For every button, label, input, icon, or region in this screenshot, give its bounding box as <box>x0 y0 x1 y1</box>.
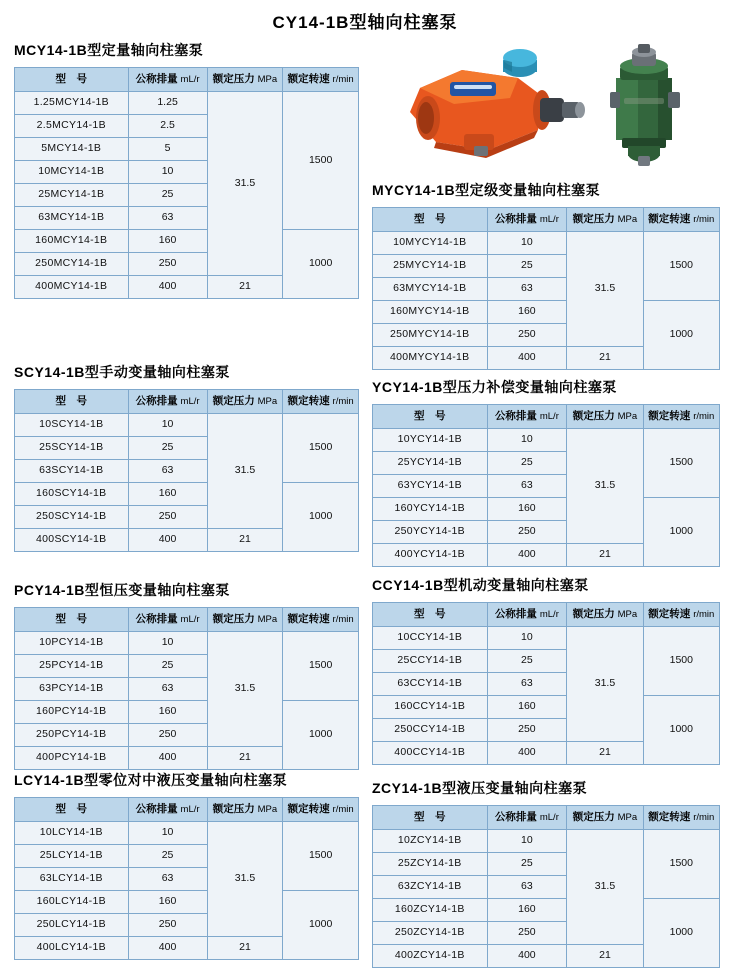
cell-model: 25MCY14-1B <box>15 184 129 207</box>
cell-model: 63ZCY14-1B <box>373 876 488 899</box>
cell-displacement: 160 <box>128 701 207 724</box>
axial-piston-pump-green <box>610 44 680 166</box>
cell-displacement: 10 <box>487 232 567 255</box>
cell-displacement: 250 <box>487 521 567 544</box>
cell-speed: 1000 <box>283 230 359 299</box>
cell-speed: 1000 <box>643 696 719 765</box>
spec-table-ycy <box>372 404 720 567</box>
cell-displacement: 25 <box>128 437 207 460</box>
section-title-lcy: LCY14-1B型零位对中液压变量轴向柱塞泵 <box>14 772 288 788</box>
cell-model: 63YCY14-1B <box>373 475 488 498</box>
cell-displacement: 250 <box>128 914 207 937</box>
cell-displacement: 400 <box>128 276 207 299</box>
col-displacement: 公称排量 mL/r <box>128 390 207 414</box>
cell-pressure: 21 <box>567 742 643 765</box>
cell-displacement: 400 <box>487 742 567 765</box>
cell-model: 160PCY14-1B <box>15 701 129 724</box>
cell-displacement: 400 <box>487 347 567 370</box>
table-row <box>15 891 359 914</box>
table-body <box>15 414 359 552</box>
col-model: 型 号 <box>15 390 129 414</box>
table-row <box>373 627 720 650</box>
cell-speed: 1500 <box>643 830 719 899</box>
col-speed: 额定转速 r/min <box>283 68 359 92</box>
col-speed: 额定转速 r/min <box>643 806 719 830</box>
cell-displacement: 25 <box>128 845 207 868</box>
cell-displacement: 25 <box>128 655 207 678</box>
cell-displacement: 25 <box>487 452 567 475</box>
cell-pressure: 31.5 <box>567 830 643 945</box>
cell-pressure: 21 <box>567 544 643 567</box>
cell-model: 2.5MCY14-1B <box>15 115 129 138</box>
cell-model: 10CCY14-1B <box>373 627 488 650</box>
cell-displacement: 250 <box>487 922 567 945</box>
cell-pressure: 31.5 <box>207 632 283 747</box>
table-header <box>15 390 359 414</box>
cell-displacement: 63 <box>128 207 207 230</box>
cell-model: 63MCY14-1B <box>15 207 129 230</box>
table-header <box>373 208 720 232</box>
table-row <box>15 632 359 655</box>
cell-displacement: 63 <box>487 475 567 498</box>
col-model: 型 号 <box>373 603 488 627</box>
table-row <box>15 483 359 506</box>
cell-displacement: 63 <box>487 278 567 301</box>
cell-model: 10SCY14-1B <box>15 414 129 437</box>
col-speed: 额定转速 r/min <box>643 405 719 429</box>
section-mycy <box>372 180 720 370</box>
cell-model: 250CCY14-1B <box>373 719 488 742</box>
table-row <box>15 92 359 115</box>
col-displacement: 公称排量 mL/r <box>128 798 207 822</box>
table-body <box>15 632 359 770</box>
cell-model: 63CCY14-1B <box>373 673 488 696</box>
table-row <box>15 230 359 253</box>
table-body <box>373 830 720 968</box>
col-model: 型 号 <box>373 208 488 232</box>
cell-model: 10YCY14-1B <box>373 429 488 452</box>
cell-model: 160LCY14-1B <box>15 891 129 914</box>
col-pressure: 额定压力 MPa <box>567 603 643 627</box>
cell-displacement: 250 <box>128 724 207 747</box>
cell-speed: 1500 <box>643 627 719 696</box>
cell-speed: 1000 <box>283 701 359 770</box>
col-pressure: 额定压力 MPa <box>207 608 283 632</box>
cell-displacement: 400 <box>487 544 567 567</box>
cell-displacement: 400 <box>128 937 207 960</box>
cell-displacement: 160 <box>487 696 567 719</box>
spec-table-pcy <box>14 607 359 770</box>
col-pressure: 额定压力 MPa <box>567 806 643 830</box>
cell-speed: 1500 <box>283 822 359 891</box>
table-row <box>373 830 720 853</box>
cell-displacement: 63 <box>128 460 207 483</box>
spec-table-mcy <box>14 67 359 299</box>
col-model: 型 号 <box>15 68 129 92</box>
cell-model: 160ZCY14-1B <box>373 899 488 922</box>
col-model: 型 号 <box>15 608 129 632</box>
cell-displacement: 5 <box>128 138 207 161</box>
cell-model: 10LCY14-1B <box>15 822 129 845</box>
col-speed: 额定转速 r/min <box>283 798 359 822</box>
cell-model: 25CCY14-1B <box>373 650 488 673</box>
cell-speed: 1000 <box>643 498 719 567</box>
table-row <box>373 429 720 452</box>
col-speed: 额定转速 r/min <box>283 390 359 414</box>
cell-displacement: 160 <box>487 899 567 922</box>
section-title-pcy: PCY14-1B型恒压变量轴向柱塞泵 <box>14 582 230 598</box>
cell-speed: 1500 <box>283 414 359 483</box>
col-model: 型 号 <box>15 798 129 822</box>
col-displacement: 公称排量 mL/r <box>487 405 567 429</box>
cell-displacement: 10 <box>487 627 567 650</box>
col-model: 型 号 <box>373 806 488 830</box>
section-ycy <box>372 377 720 567</box>
cell-displacement: 63 <box>128 678 207 701</box>
table-row <box>15 414 359 437</box>
cell-speed: 1000 <box>643 899 719 968</box>
cell-model: 25PCY14-1B <box>15 655 129 678</box>
table-body <box>373 232 720 370</box>
cell-displacement: 160 <box>128 891 207 914</box>
table-row <box>373 232 720 255</box>
col-displacement: 公称排量 mL/r <box>487 208 567 232</box>
cell-displacement: 10 <box>128 632 207 655</box>
col-displacement: 公称排量 mL/r <box>487 603 567 627</box>
cell-displacement: 25 <box>128 184 207 207</box>
cell-model: 25SCY14-1B <box>15 437 129 460</box>
table-header <box>373 806 720 830</box>
cell-model: 250YCY14-1B <box>373 521 488 544</box>
cell-speed: 1500 <box>283 632 359 701</box>
col-speed: 额定转速 r/min <box>643 208 719 232</box>
table-header <box>373 603 720 627</box>
cell-model: 160MYCY14-1B <box>373 301 488 324</box>
cell-model: 25MYCY14-1B <box>373 255 488 278</box>
section-title-scy: SCY14-1B型手动变量轴向柱塞泵 <box>14 364 230 380</box>
cell-model: 250LCY14-1B <box>15 914 129 937</box>
section-ccy <box>372 575 720 765</box>
section-title-ccy: CCY14-1B型机动变量轴向柱塞泵 <box>372 577 589 593</box>
col-pressure: 额定压力 MPa <box>567 405 643 429</box>
cell-displacement: 10 <box>128 822 207 845</box>
cell-model: 250ZCY14-1B <box>373 922 488 945</box>
cell-displacement: 1.25 <box>128 92 207 115</box>
cell-speed: 1000 <box>643 301 719 370</box>
cell-displacement: 25 <box>487 853 567 876</box>
section-zcy <box>372 778 720 968</box>
cell-displacement: 160 <box>487 498 567 521</box>
cell-model: 400LCY14-1B <box>15 937 129 960</box>
cell-model: 63MYCY14-1B <box>373 278 488 301</box>
table-row <box>373 301 720 324</box>
table-row <box>15 822 359 845</box>
spec-table-scy <box>14 389 359 552</box>
cell-model: 10MCY14-1B <box>15 161 129 184</box>
cell-pressure: 31.5 <box>207 414 283 529</box>
col-speed: 额定转速 r/min <box>283 608 359 632</box>
cell-pressure: 31.5 <box>567 232 643 347</box>
cell-speed: 1500 <box>283 92 359 230</box>
cell-model: 250MCY14-1B <box>15 253 129 276</box>
table-body <box>373 627 720 765</box>
cell-displacement: 160 <box>487 301 567 324</box>
section-mcy <box>14 40 359 299</box>
cell-model: 1.25MCY14-1B <box>15 92 129 115</box>
cell-displacement: 250 <box>128 506 207 529</box>
cell-displacement: 250 <box>487 324 567 347</box>
col-speed: 额定转速 r/min <box>643 603 719 627</box>
col-model: 型 号 <box>373 405 488 429</box>
cell-model: 10ZCY14-1B <box>373 830 488 853</box>
table-body <box>15 92 359 299</box>
cell-displacement: 10 <box>487 830 567 853</box>
cell-pressure: 31.5 <box>567 627 643 742</box>
cell-model: 10MYCY14-1B <box>373 232 488 255</box>
cell-displacement: 63 <box>487 876 567 899</box>
cell-displacement: 160 <box>128 230 207 253</box>
col-pressure: 额定压力 MPa <box>207 798 283 822</box>
section-lcy <box>14 770 359 960</box>
cell-model: 10PCY14-1B <box>15 632 129 655</box>
col-displacement: 公称排量 mL/r <box>128 608 207 632</box>
table-row <box>373 899 720 922</box>
cell-pressure: 31.5 <box>207 822 283 937</box>
cell-model: 400SCY14-1B <box>15 529 129 552</box>
cell-pressure: 21 <box>207 529 283 552</box>
cell-pressure: 21 <box>567 347 643 370</box>
cell-displacement: 63 <box>128 868 207 891</box>
table-body <box>15 822 359 960</box>
cell-model: 400CCY14-1B <box>373 742 488 765</box>
cell-pressure: 21 <box>207 276 283 299</box>
section-title-mcy: MCY14-1B型定量轴向柱塞泵 <box>14 42 204 58</box>
cell-displacement: 25 <box>487 650 567 673</box>
spec-table-ccy <box>372 602 720 765</box>
cell-model: 63SCY14-1B <box>15 460 129 483</box>
cell-displacement: 25 <box>487 255 567 278</box>
table-row <box>15 701 359 724</box>
cell-displacement: 250 <box>128 253 207 276</box>
col-pressure: 额定压力 MPa <box>567 208 643 232</box>
cell-displacement: 2.5 <box>128 115 207 138</box>
cell-pressure: 21 <box>207 747 283 770</box>
cell-model: 25ZCY14-1B <box>373 853 488 876</box>
table-body <box>373 429 720 567</box>
cell-displacement: 400 <box>487 945 567 968</box>
cell-model: 400PCY14-1B <box>15 747 129 770</box>
section-title-zcy: ZCY14-1B型液压变量轴向柱塞泵 <box>372 780 588 796</box>
cell-speed: 1000 <box>283 891 359 960</box>
product-photo-group <box>392 38 722 178</box>
cell-displacement: 10 <box>487 429 567 452</box>
cell-model: 160CCY14-1B <box>373 696 488 719</box>
cell-model: 250SCY14-1B <box>15 506 129 529</box>
pump-illustration <box>392 38 722 178</box>
col-displacement: 公称排量 mL/r <box>128 68 207 92</box>
cell-displacement: 160 <box>128 483 207 506</box>
cell-model: 160YCY14-1B <box>373 498 488 521</box>
col-pressure: 额定压力 MPa <box>207 390 283 414</box>
section-pcy <box>14 580 359 770</box>
table-header <box>15 608 359 632</box>
cell-model: 400ZCY14-1B <box>373 945 488 968</box>
cell-displacement: 10 <box>128 414 207 437</box>
cell-model: 25LCY14-1B <box>15 845 129 868</box>
page-title: CY14-1B型轴向柱塞泵 <box>272 13 458 32</box>
table-header <box>373 405 720 429</box>
cell-pressure: 21 <box>207 937 283 960</box>
cell-pressure: 21 <box>567 945 643 968</box>
section-scy <box>14 362 359 552</box>
cell-model: 160SCY14-1B <box>15 483 129 506</box>
cell-model: 25YCY14-1B <box>373 452 488 475</box>
table-header <box>15 798 359 822</box>
spec-table-zcy <box>372 805 720 968</box>
cell-model: 160MCY14-1B <box>15 230 129 253</box>
cell-model: 250MYCY14-1B <box>373 324 488 347</box>
cell-displacement: 400 <box>128 529 207 552</box>
cell-speed: 1500 <box>643 232 719 301</box>
table-row <box>373 498 720 521</box>
axial-piston-pump-orange <box>410 49 585 158</box>
cell-model: 63PCY14-1B <box>15 678 129 701</box>
spec-table-mycy <box>372 207 720 370</box>
cell-displacement: 250 <box>487 719 567 742</box>
col-pressure: 额定压力 MPa <box>207 68 283 92</box>
col-displacement: 公称排量 mL/r <box>487 806 567 830</box>
cell-model: 5MCY14-1B <box>15 138 129 161</box>
cell-speed: 1000 <box>283 483 359 552</box>
cell-speed: 1500 <box>643 429 719 498</box>
section-title-ycy: YCY14-1B型压力补偿变量轴向柱塞泵 <box>372 379 617 395</box>
section-title-mycy: MYCY14-1B型定级变量轴向柱塞泵 <box>372 182 601 198</box>
cell-displacement: 400 <box>128 747 207 770</box>
table-row <box>373 696 720 719</box>
cell-displacement: 10 <box>128 161 207 184</box>
cell-model: 63LCY14-1B <box>15 868 129 891</box>
table-header <box>15 68 359 92</box>
cell-model: 400MYCY14-1B <box>373 347 488 370</box>
cell-pressure: 31.5 <box>207 92 283 276</box>
cell-model: 400YCY14-1B <box>373 544 488 567</box>
cell-model: 250PCY14-1B <box>15 724 129 747</box>
cell-model: 400MCY14-1B <box>15 276 129 299</box>
spec-table-lcy <box>14 797 359 960</box>
cell-pressure: 31.5 <box>567 429 643 544</box>
cell-displacement: 63 <box>487 673 567 696</box>
